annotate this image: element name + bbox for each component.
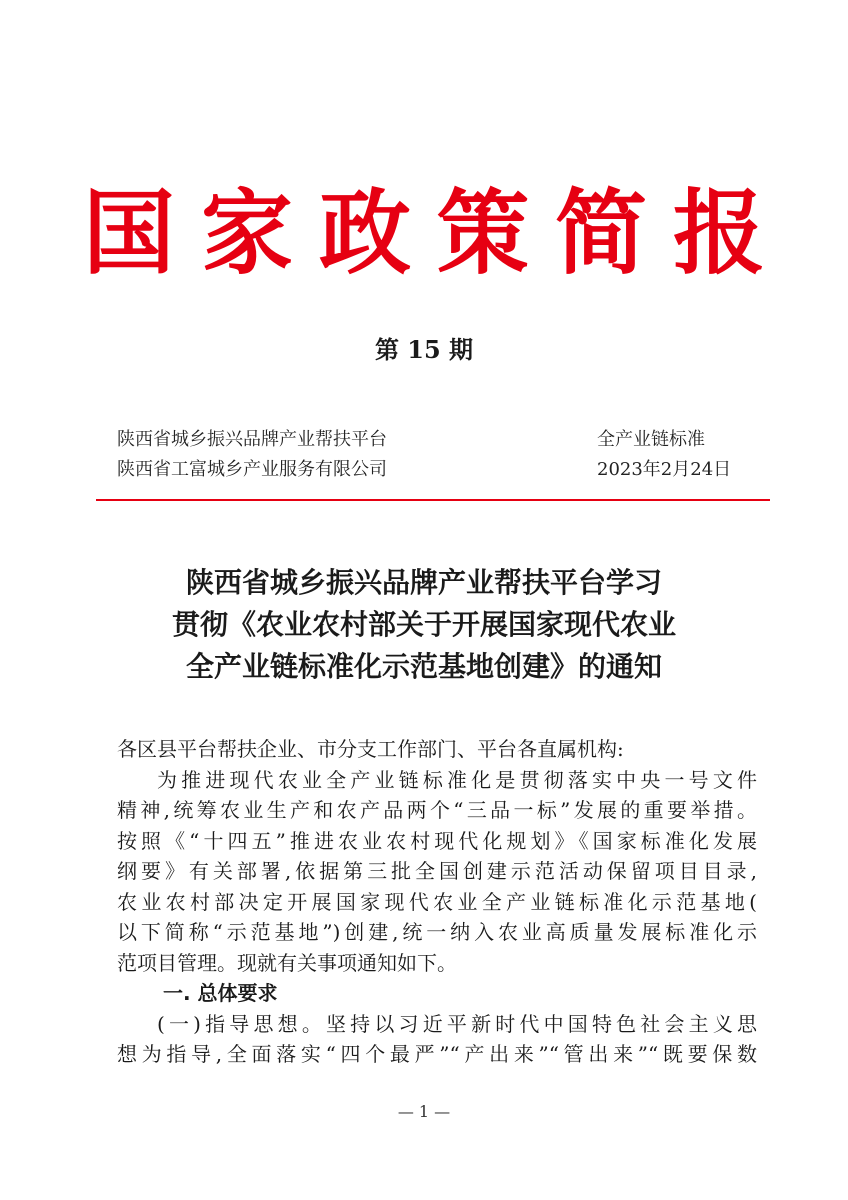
document-title <box>0 562 848 688</box>
body-line: 精神,统筹农业生产和农产品两个“三品一标”发展的重要举措。 <box>117 798 757 822</box>
document-body <box>117 734 757 1070</box>
publisher-org-2: 陕西省工富城乡产业服务有限公司 <box>117 459 387 480</box>
body-line: 按照《“十四五”推进农业农村现代化规划》《国家标准化发展 <box>117 828 757 853</box>
title-line-2: 贯彻《农业农村部关于开展国家现代农业 <box>171 608 676 641</box>
page-number: — 1 — <box>397 1102 451 1121</box>
publish-date: 2023年2月24日 <box>597 459 732 480</box>
meta-block <box>117 425 737 485</box>
title-line-3: 全产业链标准化示范基地创建》的通知 <box>185 650 662 683</box>
salutation: 各区县平台帮扶企业、市分支工作部门、平台各直属机构: <box>117 737 624 761</box>
body-line: 范项目管理。现就有关事项通知如下。 <box>117 950 457 975</box>
red-divider <box>96 499 770 501</box>
meta-row-2 <box>117 455 737 485</box>
masthead-title: 国家政策简报 <box>82 179 791 287</box>
publisher-org-1: 陕西省城乡振兴品牌产业帮扶平台 <box>117 429 387 450</box>
body-line: 想为指导,全面落实“四个最严”“产出来”“管出来”“既要保数 <box>117 1042 757 1066</box>
body-line: 农业农村部决定开展国家现代农业全产业链标准化示范基地( <box>117 889 757 914</box>
body-line: 纲要》有关部署,依据第三批全国创建示范活动保留项目目录, <box>117 859 757 883</box>
category-label: 全产业链标准 <box>597 429 705 450</box>
section-heading: 一. 总体要求 <box>163 981 278 1005</box>
issue-number: 第 15 期 <box>374 335 474 364</box>
body-line: 以下简称“示范基地”)创建,统一纳入农业高质量发展标准化示 <box>117 920 757 944</box>
body-line: 为推进现代农业全产业链标准化是贯彻落实中央一号文件 <box>157 767 757 792</box>
meta-row-1 <box>117 425 737 455</box>
body-line: (一)指导思想。坚持以习近平新时代中国特色社会主义思 <box>157 1011 757 1036</box>
title-line-1: 陕西省城乡振兴品牌产业帮扶平台学习 <box>185 566 662 599</box>
